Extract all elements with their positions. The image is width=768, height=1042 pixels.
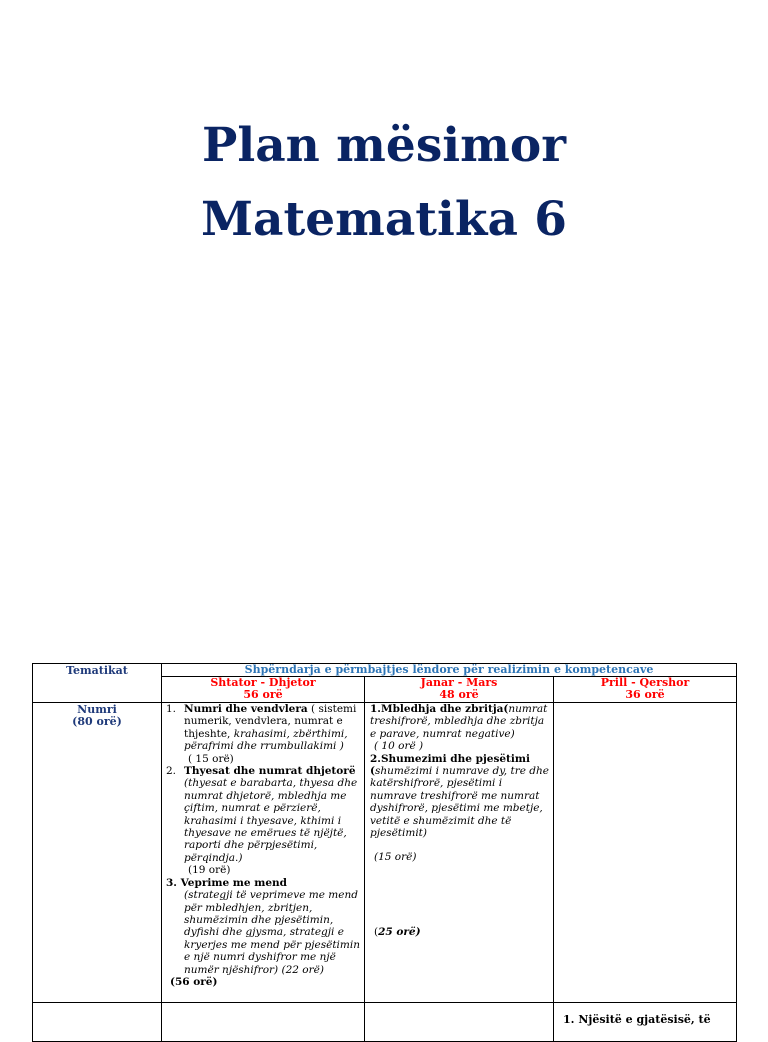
col1-total: (56 orë)	[170, 975, 218, 988]
header-tematikat-label: Tematikat	[66, 664, 128, 677]
row1-col3	[553, 702, 737, 1003]
col1-item2-hours: (19 orë)	[188, 864, 231, 877]
page-title-line-2: Matematika 6	[201, 192, 567, 247]
col1-item2	[166, 765, 360, 877]
row1-col1	[161, 702, 365, 1003]
period-2-hours: 48 orë	[439, 688, 479, 701]
col2-item1	[370, 703, 549, 753]
row2-col2	[364, 1002, 554, 1042]
col1-item3-italic: (strategji të veprimeve me mend për mbledhjen, zbritjen, shumëzimin dhe pjesëtimin, dyfishi dhe gjysma, strategji e kryerjes me mend për pjesëtimin e një numri dyshifror me një numër njëshifror)	[184, 889, 360, 976]
col1-item1-num: 1.	[166, 703, 177, 715]
row2-col3	[553, 1002, 737, 1042]
col2-item1-title: 1.Mbledhja dhe zbritja(	[370, 703, 509, 715]
col2-total	[370, 926, 549, 938]
period-3-hours: 36 orë	[625, 688, 665, 701]
row1-col2	[364, 702, 554, 1003]
col1-item1-plain: ( sistemi numerik, vendvlera, numrat e thjeshte,	[184, 703, 357, 740]
header-period-2	[364, 676, 554, 703]
row2-col3-item: 1. Njësitë e gjatësisë, të	[563, 1013, 711, 1026]
col2-item1-italic: numrat treshifrorë, mbledhja dhe zbritja e parave, numrat negative)	[370, 703, 548, 740]
header-distribution-label: Shpërndarja e përmbajtjes lëndore për realizimin e kompetencave	[244, 663, 654, 676]
topic-numri	[32, 702, 162, 1003]
col1-item1	[166, 703, 360, 765]
col1-item1-hours: ( 15 orë)	[188, 752, 234, 765]
topic-numri-hours: (80 orë)	[72, 715, 122, 728]
header-period-3	[553, 676, 737, 703]
col2-item2	[370, 753, 549, 864]
col2-item1-hours: ( 10 orë )	[374, 740, 424, 753]
col1-item2-italic: (thyesat e barabarta, thyesa dhe numrat dhjetorë, mbledhja me çiftim, numrat e përzierë, krahasimi i thyesave, kthimi i thyesave ne emërues të njëjtë, raporti dhe përpjesëtimi, përqindja.)	[184, 777, 358, 864]
row2-topic	[32, 1002, 162, 1042]
col1-item3	[166, 877, 360, 989]
period-1-name: Shtator - Dhjetor	[210, 676, 316, 689]
col1-item3-hours: (22 orë)	[278, 963, 324, 976]
col2-total-open: (	[374, 925, 379, 938]
col1-item1-italic: krahasimi, zbërthimi, përafrimi dhe rrumbullakimi )	[184, 727, 348, 753]
page-title-line-1: Plan mësimor	[202, 118, 566, 173]
header-distribution	[161, 663, 737, 677]
col1-item1-title: Numri dhe vendvlera	[184, 703, 308, 715]
col2-total-bold: 25 orë)	[378, 925, 421, 938]
period-3-name: Prill - Qershor	[600, 676, 690, 689]
row2-col1	[161, 1002, 365, 1042]
col2-item2-hours: (15 orë)	[374, 851, 417, 864]
topic-numri-label: Numri	[77, 703, 117, 716]
col1-item2-num: 2.	[166, 765, 177, 778]
col1-item3-title: 3. Veprime me mend	[166, 876, 288, 889]
period-2-name: Janar - Mars	[420, 676, 498, 689]
header-period-1	[161, 676, 365, 703]
header-tematikat	[32, 663, 162, 703]
period-1-hours: 56 orë	[243, 688, 283, 701]
col1-item2-title: Thyesat dhe numrat dhjetorë	[184, 765, 356, 778]
col2-item2-title: 2.Shumezimi dhe pjesëtimi (	[370, 752, 530, 778]
col2-item2-italic: shumëzimi i numrave dy, tre dhe katërshifrorë, pjesëtimi i numrave treshifrorë me numrat dyshifrorë, pjesëtimi me mbetje, vetitë e shumëzimit dhe të pjesëtimit)	[370, 765, 549, 840]
